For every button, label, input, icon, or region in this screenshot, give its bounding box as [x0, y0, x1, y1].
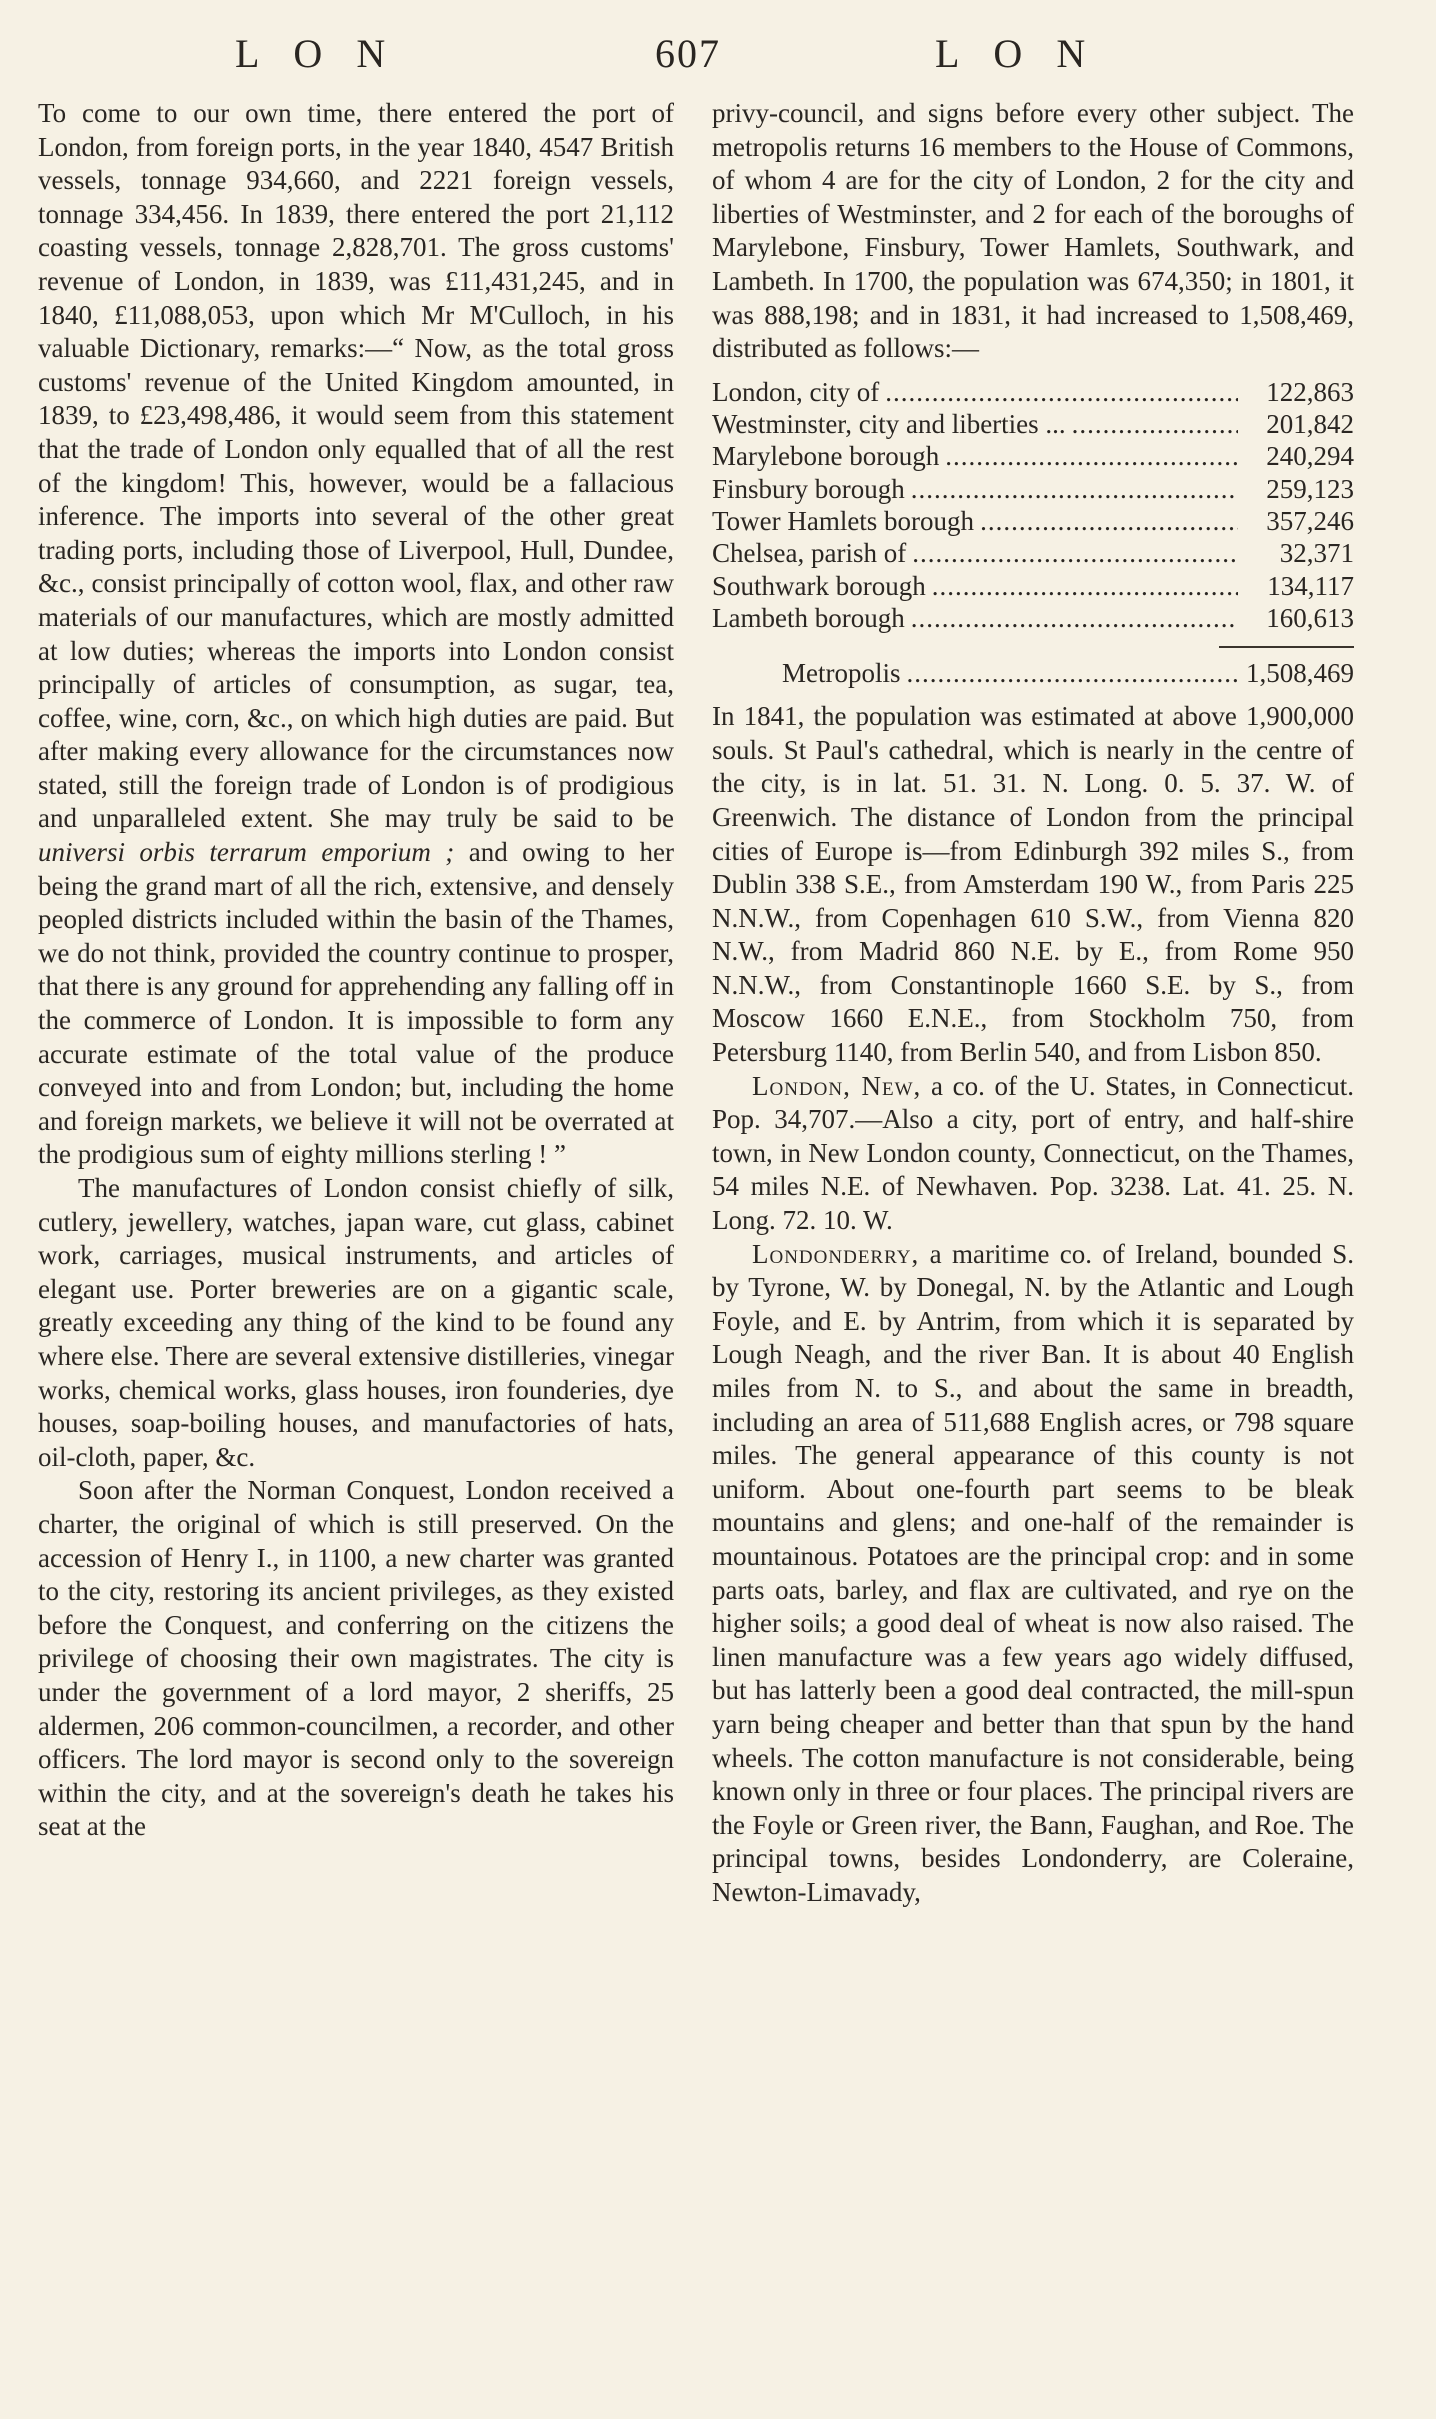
table-row — [712, 570, 1354, 602]
entry-headword: Londonderry, — [752, 1238, 920, 1269]
district-population: 201,842 — [1266, 409, 1354, 440]
paragraph-council: privy-council, and signs before every other subject. The metropolis returns 16 members to the House of Commons, of whom 4 are for the city of London, 2 for the city and liberties of Westminster, and 2 for each of the boroughs of Marylebone, Finsbury, Tower Hamlets, Southwark, and Lambeth. In 1700, the population was 674,350; in 1801, it was 888,198; and in 1831, it had increased to 1,508,469, distributed as follows:— — [712, 98, 1354, 364]
dot-leader — [932, 570, 1238, 602]
dot-leader — [885, 376, 1238, 408]
district-name: Lambeth borough — [712, 602, 905, 633]
total-label: Metropolis — [782, 658, 901, 689]
table-row — [712, 473, 1354, 505]
paragraph-population-1841: In 1841, the population was estimated at above 1,900,000 souls. St Paul's cathedral, which is nearly in the centre of the city, is in lat. 51. 31. N. Long. 0. 5. 37. W. of Greenwich. The distance of London from the principal cities of Europe is—from Edinburgh 392 miles S., from Dublin 338 S.E., from Amsterdam 190 W., from Paris 225 N.N.W., from Copenhagen 610 S.W., from Vienna 820 N.W., from Madrid 860 N.E. by E., from Rome 950 N.N.W., from Constantinople 1660 S.E. by S., from Moscow 1660 E.N.E., from Stockholm 750, from Petersburg 1140, from Berlin 540, and from Lisbon 850. — [712, 701, 1354, 1068]
district-name: Chelsea, parish of — [712, 538, 907, 569]
district-name: Finsbury borough — [712, 473, 905, 504]
running-head — [0, 30, 1436, 80]
running-head-right: LON — [935, 31, 1120, 76]
table-row — [712, 408, 1354, 440]
left-column — [38, 97, 674, 1844]
table-row — [712, 440, 1354, 472]
district-population: 259,123 — [1266, 473, 1354, 504]
page-number: 607 — [655, 31, 721, 76]
paragraph-trade — [38, 97, 674, 1172]
entry-headword: London, New, — [752, 1070, 922, 1101]
district-name: London, city of — [712, 376, 880, 407]
trade-text-end: and owing to her being the grand mart of all the rich, extensive, and densely peopled districts included within the basin of the Thames, we do not think, provided the country continue to prosper, that there is any ground for apprehending any falling off in the commerce of London. It is impossible to form any accurate estimate of the total value of the produce conveyed into and from London; but, including the home and foreign markets, we believe it will not be overrated at the prodigious sum of eighty millions sterling ! ” — [38, 837, 675, 1170]
district-population: 122,863 — [1266, 376, 1354, 407]
running-head-left: LON — [235, 31, 420, 76]
dot-leader — [980, 505, 1238, 537]
entry-text: a maritime co. of Ireland, bounded S. by Tyrone, W. by Donegal, N. by the Atlantic and Lough Foyle, and E. by Antrim, from which it is separated by Lough Neagh, and the river Ban. It is about 40 English miles from N. to S., and about the same in breadth, including an area of 511,688 English acres, or 798 square miles. The general appearance of this county is not uniform. About one-fourth part seems to be bleak mountains and glens; and one-half of the remainder is mountainous. Potatoes are the principal crop: and in some parts oats, barley, and flax are cultivated, and rye on the higher soils; a good deal of wheat is now also raised. The linen manufacture was a few years ago widely diffused, but has latterly been a good deal contracted, the mill-spun yarn being cheaper and better than that spun by the hand wheels. The cotton manufacture is not considerable, being known only in three or four places. The principal rivers are the Foyle or Green river, the Bann, Faughan, and Roe. The principal towns, besides Londonderry, are Coleraine, Newton-Limavady, — [712, 1238, 1354, 1907]
district-name: Westminster, city and liberties ... — [712, 409, 1066, 440]
entry-text: a co. of the U. States, in Connecticut. Pop. 34,707.—Also a city, port of entry, and half-shire town, in New London county, Connecticut, on the Thames, 54 miles N.E. of Newhaven. Pop. 3238. Lat. 41. 25. N. Long. 72. 10. W. — [712, 1070, 1355, 1236]
district-population: 134,117 — [1267, 570, 1354, 601]
dot-leader — [911, 602, 1238, 634]
population-table — [712, 376, 1354, 694]
dot-leader — [945, 440, 1238, 472]
dot-leader — [911, 473, 1238, 505]
district-population: 240,294 — [1266, 441, 1354, 472]
trade-text: To come to our own time, there entered the port of London, from foreign ports, in the year 1840, 4547 British vessels, tonnage 934,660, and 2221 foreign vessels, tonnage 334,456. In 1839, there entered the port 21,112 coasting vessels, tonnage 2,828,701. The gross customs' revenue of London, in 1839, was £11,431,245, and in 1840, £11,088,053, upon which Mr M'Culloch, in his valuable Dictionary, remarks:—“ Now, as the total gross customs' revenue of the United Kingdom amounted, in 1839, to £23,498,486, it would seem from this statement that the trade of London only equalled that of all the rest of the kingdom! This, however, would be a fallacious inference. The imports into several of the other great trading ports, including those of Liverpool, Hull, Dundee, &c., consist principally of cotton wool, flax, and other raw materials of our manufactures, which are mostly admitted at low duties; whereas the imports into London consist principally of articles of consumption, as sugar, tea, coffee, wine, corn, &c., on which high duties are paid. But after making every allowance for the circumstances now stated, still the foreign trade of London is of prodigious and unparalleled extent. She may truly be said to be — [38, 98, 674, 834]
district-name: Marylebone borough — [712, 441, 940, 472]
table-row — [712, 537, 1354, 569]
district-population: 32,371 — [1279, 538, 1354, 569]
table-total-row — [712, 652, 1354, 694]
district-population: 357,246 — [1266, 505, 1354, 536]
entry-londonderry — [712, 1238, 1354, 1910]
district-name: Tower Hamlets borough — [712, 505, 975, 536]
right-column — [712, 97, 1354, 1910]
dot-leader — [1072, 408, 1238, 440]
dot-leader — [912, 537, 1238, 569]
table-row — [712, 376, 1354, 408]
italic-phrase: universi orbis terrarum emporium ; — [38, 837, 455, 868]
table-row — [712, 602, 1354, 634]
paragraph-manufactures: The manufactures of London consist chiefly of silk, cutlery, jewellery, watches, japan ware, cut glass, cabinet work, carriages, musical instruments, and articles of elegant use. Porter breweries are on a gigantic scale, greatly exceeding any thing of the kind to be found any where else. There are several extensive distilleries, vinegar works, chemical works, glass houses, iron founderies, dye houses, soap-boiling houses, and manufactories of hats, oil-cloth, paper, &c. — [38, 1173, 674, 1472]
dot-leader — [907, 652, 1239, 694]
sum-rule — [1219, 646, 1354, 648]
district-population: 160,613 — [1266, 602, 1354, 633]
total-population: 1,508,469 — [1246, 658, 1354, 689]
entry-london-new — [712, 1070, 1354, 1238]
table-row — [712, 505, 1354, 537]
paragraph-charter: Soon after the Norman Conquest, London received a charter, the original of which is still preserved. On the accession of Henry I., in 1100, a new charter was granted to the city, restoring its ancient privileges, as they existed before the Conquest, and conferring on the citizens the privilege of choosing their own magistrates. The city is under the government of a lord mayor, 2 sheriffs, 25 aldermen, 206 common-councilmen, a recorder, and other officers. The lord mayor is second only to the sovereign within the city, and at the sovereign's death he takes his seat at the — [38, 1475, 674, 1842]
district-name: Southwark borough — [712, 570, 926, 601]
